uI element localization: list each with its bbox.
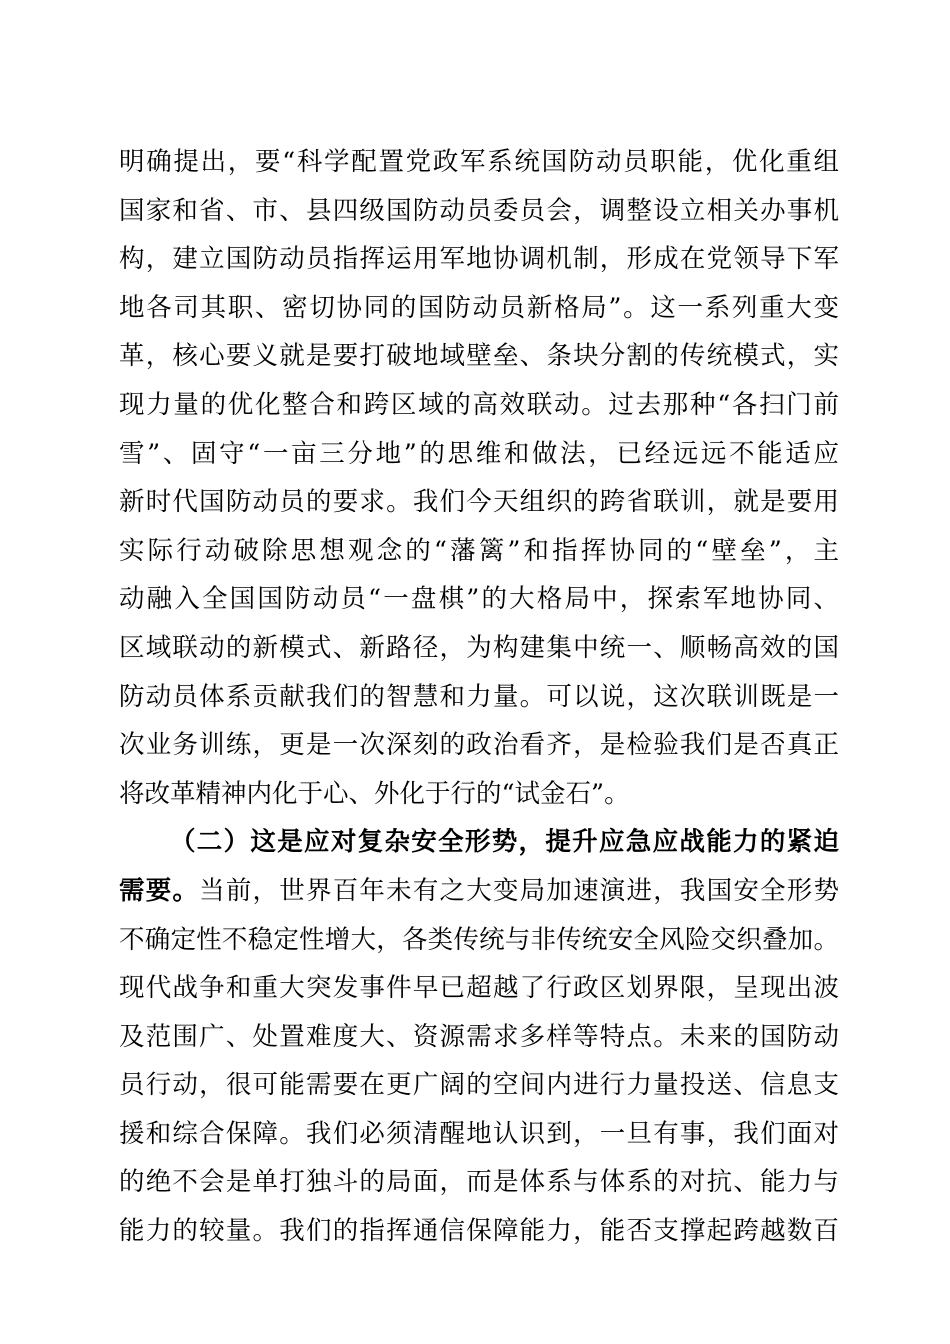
text-line: 援和综合保障。我们必须清醒地认识到，一旦有事，我们面对 xyxy=(119,1118,839,1149)
text-line: 构，建立国防动员指挥运用军地协调机制，形成在党领导下军 xyxy=(119,244,839,275)
paragraph-1 xyxy=(119,138,839,818)
text-line: 动融入全国国防动员“一盘棋”的大格局中，探索军地协同、 xyxy=(119,584,839,615)
text-line: 实际行动破除思想观念的“藩篱”和指挥协同的“壁垒”，主 xyxy=(119,535,839,566)
text-line: 及范围广、处置难度大、资源需求多样等特点。未来的国防动 xyxy=(119,1021,839,1052)
text-line: 员行动，很可能需要在更广阔的空间内进行力量投送、信息支 xyxy=(119,1070,839,1101)
body-text xyxy=(119,138,839,1256)
text-line: 雪”、固守“一亩三分地”的思维和做法，已经远远不能适应 xyxy=(119,438,839,469)
section-heading: （二）这是应对复杂安全形势，提升应急应战能力的紧迫 xyxy=(170,827,839,858)
text-line: 的绝不会是单打独斗的局面，而是体系与体系的对抗、能力与 xyxy=(119,1167,839,1198)
text-line: 将改革精神内化于心、外化于行的“试金石”。 xyxy=(119,778,630,809)
text-line: 不确定性不稳定性增大，各类传统与非传统安全风险交织叠加。 xyxy=(119,924,839,955)
text-line: 地各司其职、密切协同的国防动员新格局”。这一系列重大变 xyxy=(119,292,839,323)
text-line: 新时代国防动员的要求。我们今天组织的跨省联训，就是要用 xyxy=(119,487,839,518)
text-line xyxy=(119,867,839,916)
text-line: 防动员体系贡献我们的智慧和力量。可以说，这次联训既是一 xyxy=(119,681,839,712)
text-line: 现代战争和重大突发事件早已超越了行政区划界限，呈现出波 xyxy=(119,973,839,1004)
text-line-rest: 当前，世界百年未有之大变局加速演进，我国安全形势 xyxy=(199,875,839,906)
paragraph-2 xyxy=(119,818,839,1255)
text-line: 能力的较量。我们的指挥通信保障能力，能否支撑起跨越数百 xyxy=(119,1216,839,1247)
section-heading-end: 需要。 xyxy=(119,875,200,906)
text-line: 区域联动的新模式、新路径，为构建集中统一、顺畅高效的国 xyxy=(119,632,839,663)
text-line: 现力量的优化整合和跨区域的高效联动。过去那种“各扫门前 xyxy=(119,389,839,420)
text-line: 明确提出，要“科学配置党政军系统国防动员职能，优化重组 xyxy=(119,147,839,177)
text-line: 革，核心要义就是要打破地域壁垒、条块分割的传统模式，实 xyxy=(119,341,839,372)
text-line: 国家和省、市、县四级国防动员委员会，调整设立相关办事机 xyxy=(119,195,839,226)
text-line: 次业务训练，更是一次深刻的政治看齐，是检验我们是否真正 xyxy=(119,730,839,761)
